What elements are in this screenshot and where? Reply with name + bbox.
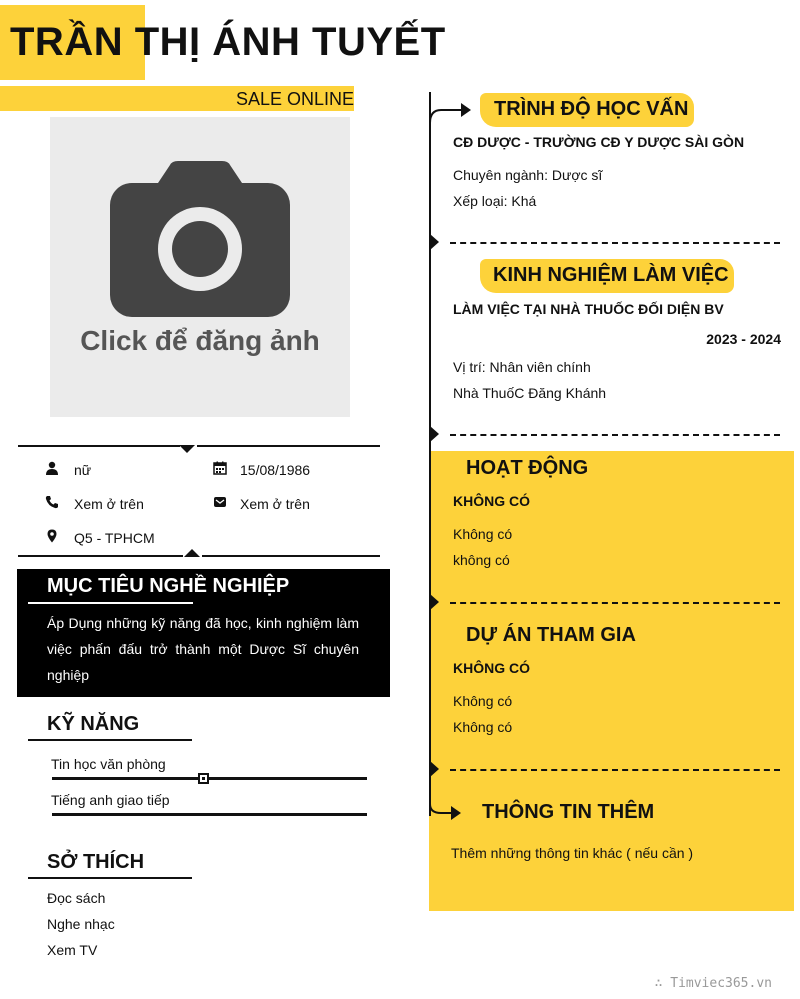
divider [202,555,380,557]
skill-bar[interactable] [52,813,367,816]
arrow-right-icon [429,794,463,828]
activities-projects-extra-section [429,451,794,911]
divider [197,445,380,447]
hobby-item[interactable]: Xem TV [47,942,98,958]
timeline-marker [430,761,439,777]
arrow-right-icon [429,100,473,124]
timeline-marker [430,426,439,442]
position-title[interactable]: SALE ONLINE [235,89,354,109]
objective-text[interactable]: Áp Dụng những kỹ năng đã học, kinh nghiệm làm việc phấn đấu trở thành một Dược Sĩ chuyên nghiệp [47,615,359,683]
divider [18,445,180,447]
camera-icon [110,161,290,317]
skill-name[interactable]: Tin học văn phòng [51,756,166,772]
dashed-divider [450,242,780,244]
address-value[interactable]: Q5 - TPHCM [74,530,155,546]
objective-heading[interactable]: MỤC TIÊU NGHỀ NGHIỆP [47,575,290,597]
gender-value[interactable]: nữ [74,462,92,478]
experience-role[interactable]: Vị trí: Nhân viên chính [453,359,591,375]
activities-title[interactable]: KHÔNG CÓ [453,493,530,509]
projects-line[interactable]: Không có [453,719,513,735]
education-heading[interactable]: TRÌNH ĐỘ HỌC VẤN [494,98,689,120]
photo-upload[interactable] [50,117,350,417]
education-major[interactable]: Chuyên ngành: Dược sĩ [453,167,603,183]
timeline-marker [430,234,439,250]
hobbies-heading[interactable]: SỞ THÍCH [47,851,145,873]
extra-heading[interactable]: THÔNG TIN THÊM [482,801,655,823]
hobby-item[interactable]: Đọc sách [47,890,106,906]
experience-company[interactable]: Nhà ThuốC Đăng Khánh [453,385,607,401]
dashed-divider [450,602,780,604]
candidate-name[interactable]: TRẦN THỊ ÁNH TUYẾT [10,20,446,64]
skills-underline [28,739,192,741]
email-value[interactable]: Xem ở trên [240,496,310,512]
user-icon [45,461,59,475]
phone-value[interactable]: Xem ở trên [74,496,144,512]
map-marker-icon [45,529,59,543]
activities-heading[interactable]: HOẠT ĐỘNG [466,457,589,479]
activities-line[interactable]: không có [453,552,510,568]
experience-heading[interactable]: KINH NGHIỆM LÀM VIỆC [493,264,729,286]
skill-level-handle[interactable] [198,773,209,784]
photo-upload-label[interactable]: Click để đăng ảnh [80,325,320,356]
skill-name[interactable]: Tiếng anh giao tiếp [51,792,170,808]
activities-line[interactable]: Không có [453,526,513,542]
projects-heading[interactable]: DỰ ÁN THAM GIA [466,624,636,646]
extra-text[interactable]: Thêm những thông tin khác ( nếu cần ) [451,845,694,861]
caret-down-icon [179,445,195,453]
skills-heading[interactable]: KỸ NĂNG [47,713,140,735]
timeline-line [429,92,431,816]
envelope-icon [213,495,227,509]
dashed-divider [450,434,780,436]
watermark: ∴ Timviec365.vn [654,976,772,991]
calendar-icon [213,461,227,475]
skill-bar[interactable] [52,777,367,780]
projects-title[interactable]: KHÔNG CÓ [453,660,530,676]
experience-title[interactable]: LÀM VIỆC TẠI NHÀ THUỐC ĐỐI DIỆN BV [453,301,724,317]
objective-underline [28,602,193,604]
projects-line[interactable]: Không có [453,693,513,709]
hobby-item[interactable]: Nghe nhạc [47,916,115,932]
education-grade[interactable]: Xếp loại: Khá [453,193,537,209]
dashed-divider [450,769,780,771]
phone-icon [45,495,59,509]
experience-period[interactable]: 2023 - 2024 [706,331,781,347]
divider [18,555,183,557]
education-school[interactable]: CĐ DƯỢC - TRƯỜNG CĐ Y DƯỢC SÀI GÒN [453,134,745,150]
caret-up-icon [184,549,200,557]
timeline-marker [430,594,439,610]
birthday-value[interactable]: 15/08/1986 [240,462,311,478]
hobbies-underline [28,877,192,879]
